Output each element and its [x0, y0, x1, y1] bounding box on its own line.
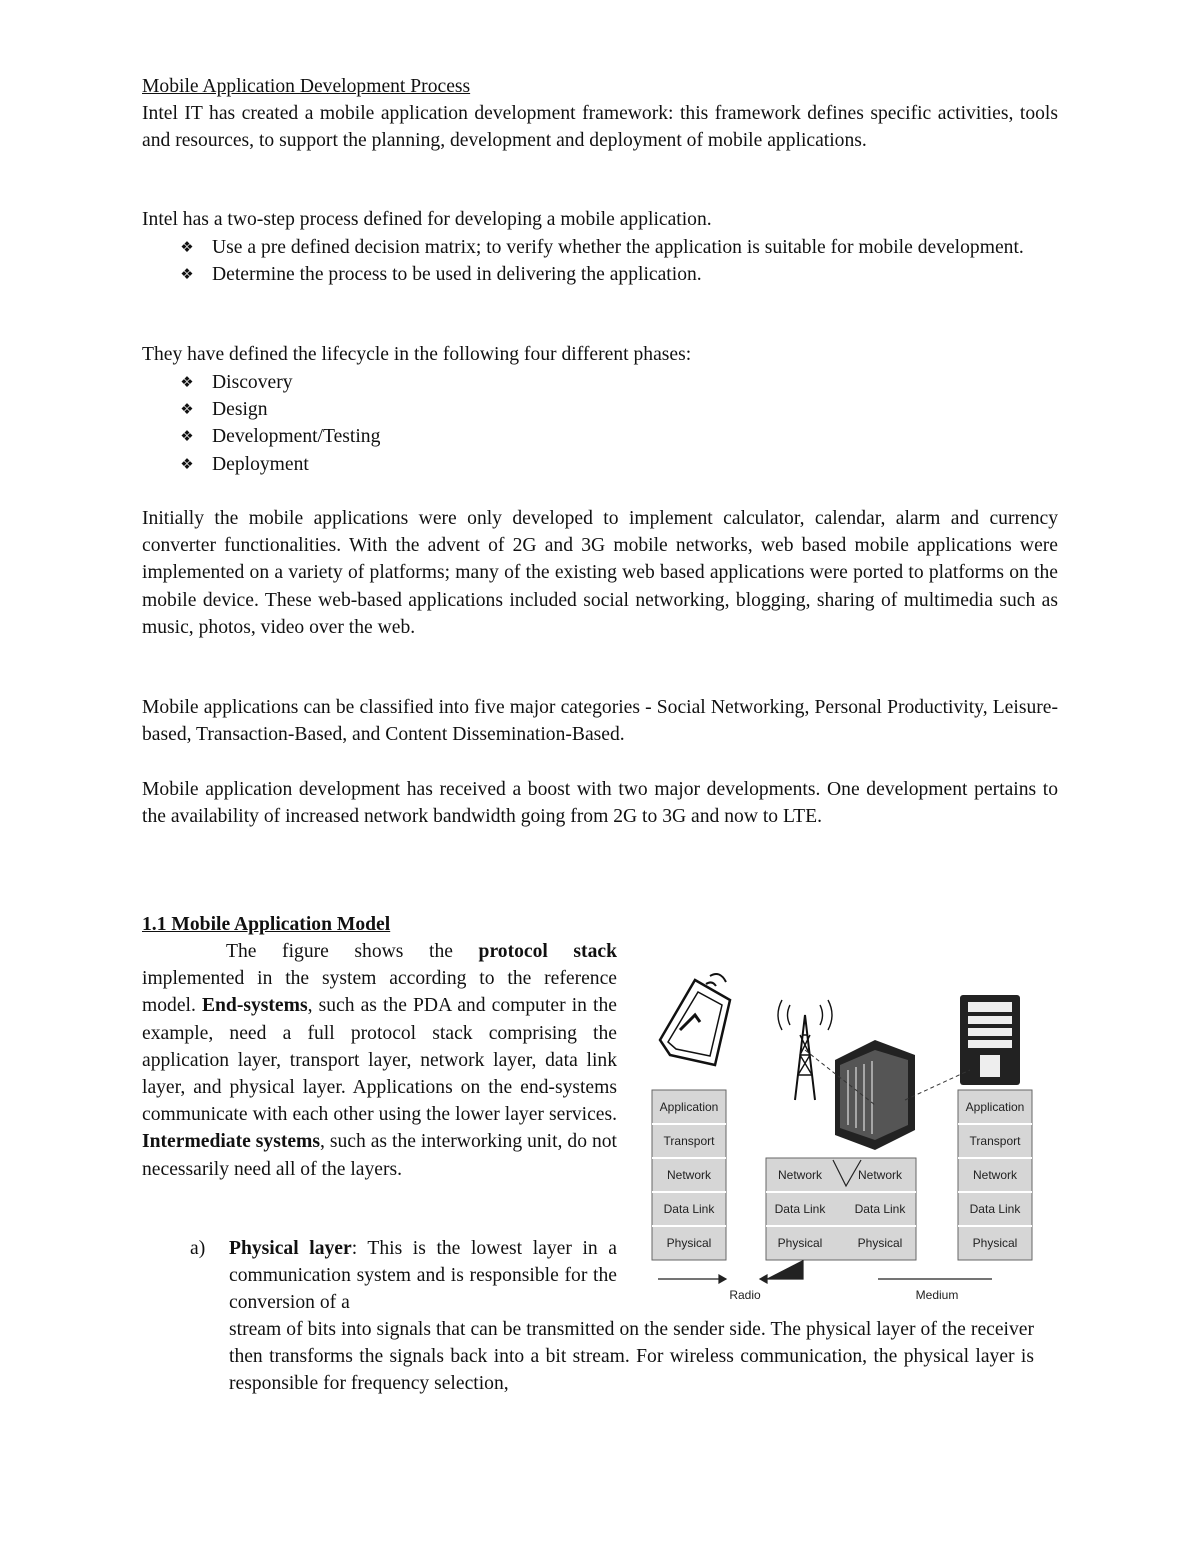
- paragraph-initially: Initially the mobile applications were only developed to implement calculator, calendar, alarm and currency converter functionalities. With the advent of 2G and 3G mobile networks, web based mobile applications were implemented on a variety of platforms; many of the existing web based applications were ported to platforms on the mobile device. These web-based applications included social networking, blogging, sharing of multimedia such as music, photos, video over the web.: [142, 508, 1058, 638]
- stack-layer-label: Data Link: [663, 1202, 715, 1216]
- term-intermediate-systems: Intermediate systems: [142, 1131, 320, 1153]
- stack-layer-label: Network: [972, 1168, 1018, 1182]
- bullet-icon: ❖: [180, 427, 194, 446]
- stack-layer-label: Data Link: [969, 1202, 1021, 1216]
- item-marker: a): [190, 1238, 206, 1259]
- middle-protocol-stack: [766, 1158, 916, 1260]
- two-step-lead: Intel has a two-step process defined for developing a mobile application.: [142, 209, 712, 230]
- stack-layer-label: Data Link: [854, 1202, 906, 1216]
- stack-layer-label: Transport: [969, 1134, 1021, 1148]
- phases-lead: They have defined the lifecycle in the following four different phases:: [142, 344, 692, 365]
- section-title: Mobile Application Development Process: [142, 76, 471, 97]
- list-item: ❖ Deployment: [174, 451, 874, 478]
- protocol-stack-figure: [640, 960, 1040, 1310]
- right-protocol-stack: [958, 1090, 1032, 1260]
- phases-list: [174, 369, 874, 478]
- radio-label: Radio: [729, 1288, 761, 1302]
- stack-layer-label: Network: [777, 1168, 823, 1182]
- bullet-icon: ❖: [180, 238, 194, 256]
- stack-layer-label: Application: [659, 1100, 719, 1114]
- computer-server-icon: [960, 995, 1020, 1085]
- stack-layer-label: Physical: [777, 1236, 823, 1250]
- stack-layer-label: Application: [965, 1100, 1025, 1114]
- bullet-icon: ❖: [180, 400, 194, 419]
- list-item: ❖ Development/Testing: [174, 423, 874, 450]
- list-item: ❖ Use a pre defined decision matrix; to verify whether the application is suitable for mobile development.: [174, 234, 1058, 261]
- stack-layer-label: Physical: [666, 1236, 712, 1250]
- medium-arrows: [658, 1260, 992, 1283]
- term-physical-layer: Physical layer: [229, 1238, 352, 1259]
- stack-layer-label: Physical: [857, 1236, 903, 1250]
- stack-layer-label: Physical: [972, 1236, 1018, 1250]
- model-heading: 1.1 Mobile Application Model: [142, 914, 391, 935]
- stack-layer-label: Network: [857, 1168, 903, 1182]
- interworking-unit-icon: [835, 1040, 915, 1150]
- list-item: ❖ Discovery: [174, 369, 874, 396]
- left-protocol-stack: [652, 1090, 726, 1260]
- stack-layer-label: Transport: [663, 1134, 715, 1148]
- paragraph-categories: Mobile applications can be classified into five major categories - Social Networking, Personal Productivity, Leisure-based, Transaction-Based, and Content Dissemination-Based.: [142, 697, 1058, 746]
- stack-layer-label: Network: [666, 1168, 712, 1182]
- model-paragraph: The figure shows the protocol stack implemented in the system according to the reference model. End-systems, such as the PDA and computer in the example, need a full protocol stack comprising the application layer, transport layer, network layer, data link layer, and physical layer. Applications on the end-systems communicate with each other using the lower layer services. Intermediate systems, such as the interworking unit, do not necessarily need all of the layers.: [142, 941, 617, 1180]
- medium-label: Medium: [915, 1288, 959, 1302]
- bullet-icon: ❖: [180, 265, 194, 284]
- list-item: ❖ Design: [174, 396, 874, 423]
- term-end-systems: End-systems: [201, 995, 308, 1017]
- paragraph-boost: Mobile application development has received a boost with two major developments. One development pertains to the availability of increased network bandwidth going from 2G to 3G and now to LTE.: [142, 779, 1058, 828]
- physical-layer-text: stream of bits into signals that can be transmitted on the sender side. The physical layer of the receiver then transforms the signals back into a bit stream. For wireless communication, the physical layer is responsible for frequency selection,: [229, 1319, 1034, 1395]
- term-protocol-stack: protocol stack: [478, 941, 617, 962]
- bullet-icon: ❖: [180, 454, 194, 473]
- stack-layer-label: Data Link: [774, 1202, 826, 1216]
- list-item: ❖ Determine the process to be used in delivering the application.: [174, 261, 1058, 288]
- two-step-list: [174, 234, 1058, 288]
- intro-paragraph: Intel IT has created a mobile application development framework: this framework defines specific activities, tools and resources, to support the planning, development and deployment of mobile applications.: [142, 103, 1058, 152]
- pda-icon: [660, 974, 730, 1065]
- physical-layer-wrapped: Physical layer: This is the lowest layer in a communication system and is responsible for the conversion of a: [229, 1238, 617, 1314]
- bullet-icon: ❖: [180, 373, 194, 391]
